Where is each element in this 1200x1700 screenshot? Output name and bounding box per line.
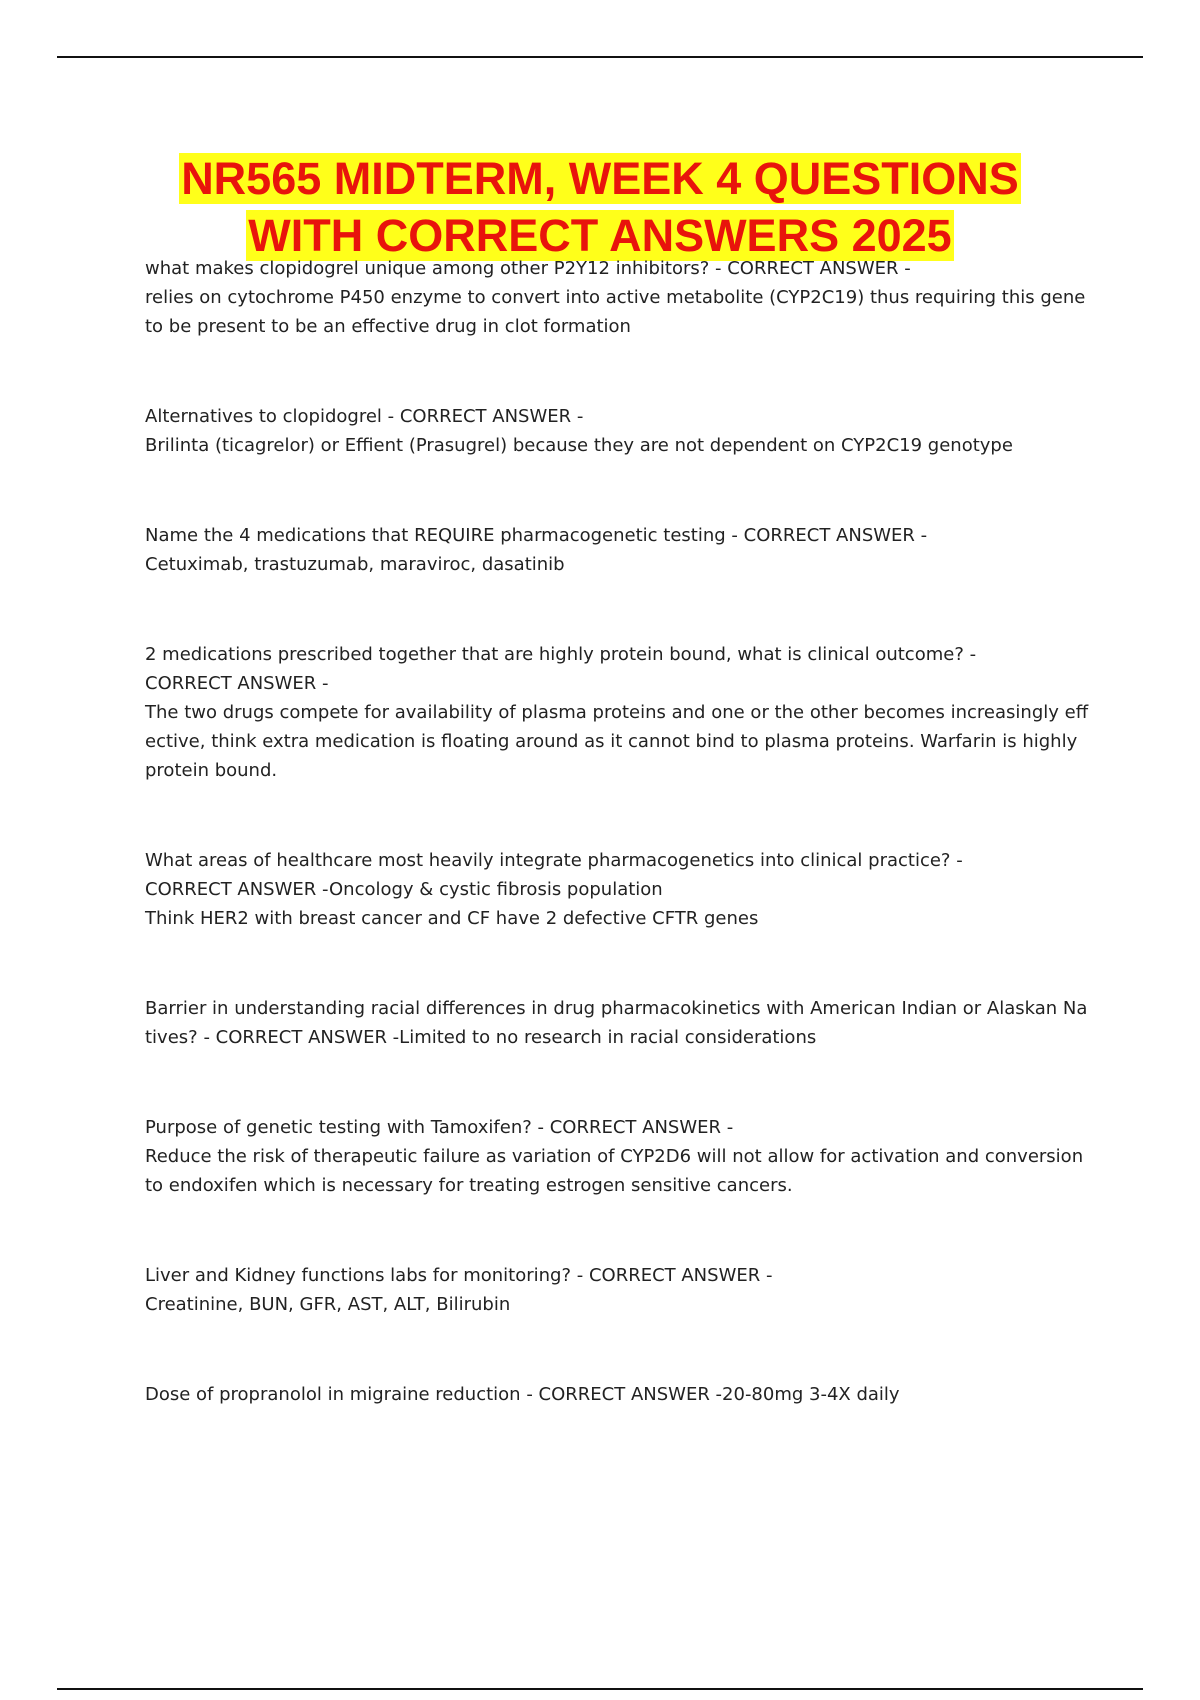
question: What areas of healthcare most heavily integrate pharmacogenetics into clinical practice? - — [145, 850, 963, 871]
question-answer: Dose of propranolol in migraine reduction - CORRECT ANSWER -20-80mg 3-4X daily — [145, 1384, 900, 1405]
question: 2 medications prescribed together that are highly protein bound, what is clinical outcome? - — [145, 644, 977, 665]
answer: The two drugs compete for availability of plasma proteins and one or the other becomes increasingly effective, think extra medication is floating around as it cannot bind to plasma proteins. Warfarin is highly protein bound. — [145, 702, 1089, 781]
answer: Creatinine, BUN, GFR, AST, ALT, Bilirubin — [145, 1294, 511, 1315]
title-line-2: WITH CORRECT ANSWERS 2025 — [248, 210, 952, 261]
question: what makes clopidogrel unique among other P2Y12 inhibitors? - CORRECT ANSWER - — [145, 258, 911, 279]
top-rule — [57, 56, 1143, 58]
qa-item-3 — [145, 521, 1090, 579]
question: Liver and Kidney functions labs for monitoring? - CORRECT ANSWER - — [145, 1265, 773, 1286]
qa-item-9 — [145, 1380, 1090, 1409]
qa-item-6 — [145, 994, 1090, 1052]
qa-item-5 — [145, 846, 1090, 933]
question: Name the 4 medications that REQUIRE pharmacogenetic testing - CORRECT ANSWER - — [145, 525, 928, 546]
qa-item-4 — [145, 640, 1090, 785]
qa-item-1 — [145, 254, 1090, 341]
title-line-1: NR565 MIDTERM, WEEK 4 QUESTIONS — [181, 153, 1019, 204]
answer-note: Think HER2 with breast cancer and CF have 2 defective CFTR genes — [145, 908, 759, 929]
answer: Reduce the risk of therapeutic failure as variation of CYP2D6 will not allow for activation and conversion to endoxifen which is necessary for treating estrogen sensitive cancers. — [145, 1146, 1084, 1196]
answer: Cetuximab, trastuzumab, maraviroc, dasatinib — [145, 554, 565, 575]
document-title — [60, 150, 1140, 264]
answer: Brilinta (ticagrelor) or Effient (Prasugrel) because they are not dependent on CYP2C19 genotype — [145, 435, 1013, 456]
question-answer: CORRECT ANSWER -Oncology & cystic fibrosis population — [145, 879, 663, 900]
question: Purpose of genetic testing with Tamoxifen? - CORRECT ANSWER - — [145, 1117, 734, 1138]
question: Alternatives to clopidogrel - CORRECT ANSWER - — [145, 406, 584, 427]
question-answer: Barrier in understanding racial differences in drug pharmacokinetics with American Indian or Alaskan Natives? - CORRECT ANSWER -Limited to no research in racial considerations — [145, 998, 1088, 1048]
qa-item-8 — [145, 1261, 1090, 1319]
qa-list — [145, 254, 1090, 1409]
answer: relies on cytochrome P450 enzyme to convert into active metabolite (CYP2C19) thus requiring this gene to be present to be an effective drug in clot formation — [145, 287, 1086, 337]
question-continued: CORRECT ANSWER - — [145, 673, 329, 694]
bottom-rule — [57, 1688, 1143, 1690]
qa-item-7 — [145, 1113, 1090, 1200]
qa-item-2 — [145, 402, 1090, 460]
